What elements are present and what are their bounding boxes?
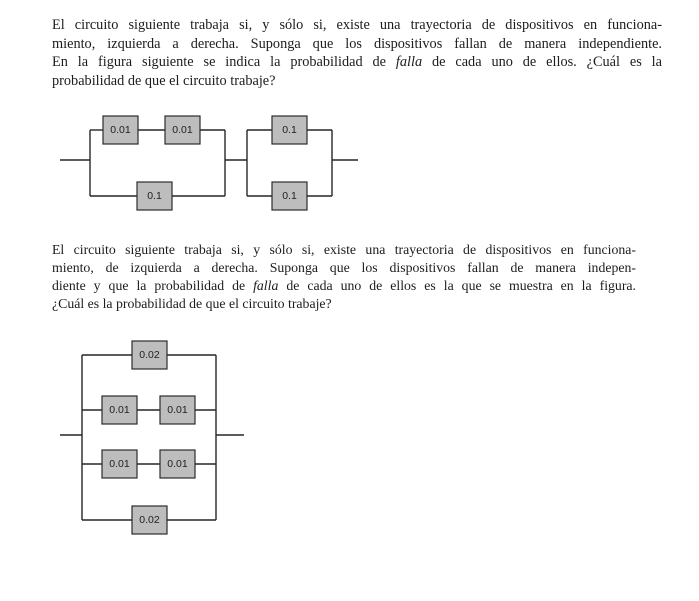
problem1-line2: miento, izquierda a derecha. Suponga que los dispositivos fallan de manera independiente. xyxy=(52,35,662,52)
circuit1-device-bottom xyxy=(137,182,172,210)
problem1-line4: probabilidad de que el circuito trabaje? xyxy=(52,72,276,89)
circuit1-device-top-right xyxy=(165,116,200,144)
problem2-line3-start: diente y que la probabilidad de xyxy=(52,278,254,293)
circuit1-device-right-top xyxy=(272,116,307,144)
circuit2-device-row2-right xyxy=(160,396,195,424)
problem1-line1: El circuito siguiente trabaja si, y sólo si, existe una trayectoria de dispositivos en funciona- xyxy=(52,17,662,33)
circuit2-device-bottom-label: 0.02 xyxy=(139,514,160,526)
circuit1-device-top-right-label: 0.01 xyxy=(172,124,193,136)
circuit1-device-top-left-label: 0.01 xyxy=(110,124,131,136)
circuit2-device-bottom xyxy=(132,506,167,534)
problem1-statement xyxy=(52,16,662,90)
problem1-line3 xyxy=(52,53,662,72)
problem1-emphasis-falla: falla xyxy=(395,54,423,71)
circuit-diagram-2 xyxy=(60,338,260,548)
problem2-line4: ¿Cuál es la probabilidad de que el circuito trabaje? xyxy=(52,296,332,311)
problem2-line3 xyxy=(52,277,636,295)
circuit2-device-row2-left-label: 0.01 xyxy=(109,404,130,416)
circuit1-device-right-top-label: 0.1 xyxy=(282,124,297,136)
problem1-line3-end: de cada uno de ellos. ¿Cuál es la xyxy=(422,54,662,71)
circuit1-device-top-left xyxy=(103,116,138,144)
problem2-line1: El circuito siguiente trabaja si, y sólo si, existe una trayectoria de dispositivos en funciona- xyxy=(52,242,636,257)
circuit2-device-row3-right xyxy=(160,450,195,478)
circuit2-device-top xyxy=(132,341,167,369)
circuit2-device-row2-right-label: 0.01 xyxy=(167,404,188,416)
problem2-line3-end: de cada uno de ellos es la que se muestra en la figura. xyxy=(278,278,636,293)
circuit1-device-bottom-label: 0.1 xyxy=(147,190,162,202)
circuit1-device-right-bottom xyxy=(272,182,307,210)
circuit2-wiring xyxy=(60,355,244,520)
circuit2-device-row3-left xyxy=(102,450,137,478)
problem2-line2: miento, de izquierda a derecha. Suponga que los dispositivos fallan de manera indepen- xyxy=(52,260,636,275)
circuit2-device-row3-right-label: 0.01 xyxy=(167,458,188,470)
problem2-statement xyxy=(52,241,636,313)
circuit1-device-right-bottom-label: 0.1 xyxy=(282,190,297,202)
problem2-emphasis-falla: falla xyxy=(253,278,279,293)
circuit-diagram-1 xyxy=(60,110,380,220)
circuit2-device-top-label: 0.02 xyxy=(139,349,160,361)
problem1-line3-start: En la figura siguiente se indica la probabilidad de xyxy=(52,54,396,71)
circuit2-device-row2-left xyxy=(102,396,137,424)
circuit2-device-row3-left-label: 0.01 xyxy=(109,458,130,470)
